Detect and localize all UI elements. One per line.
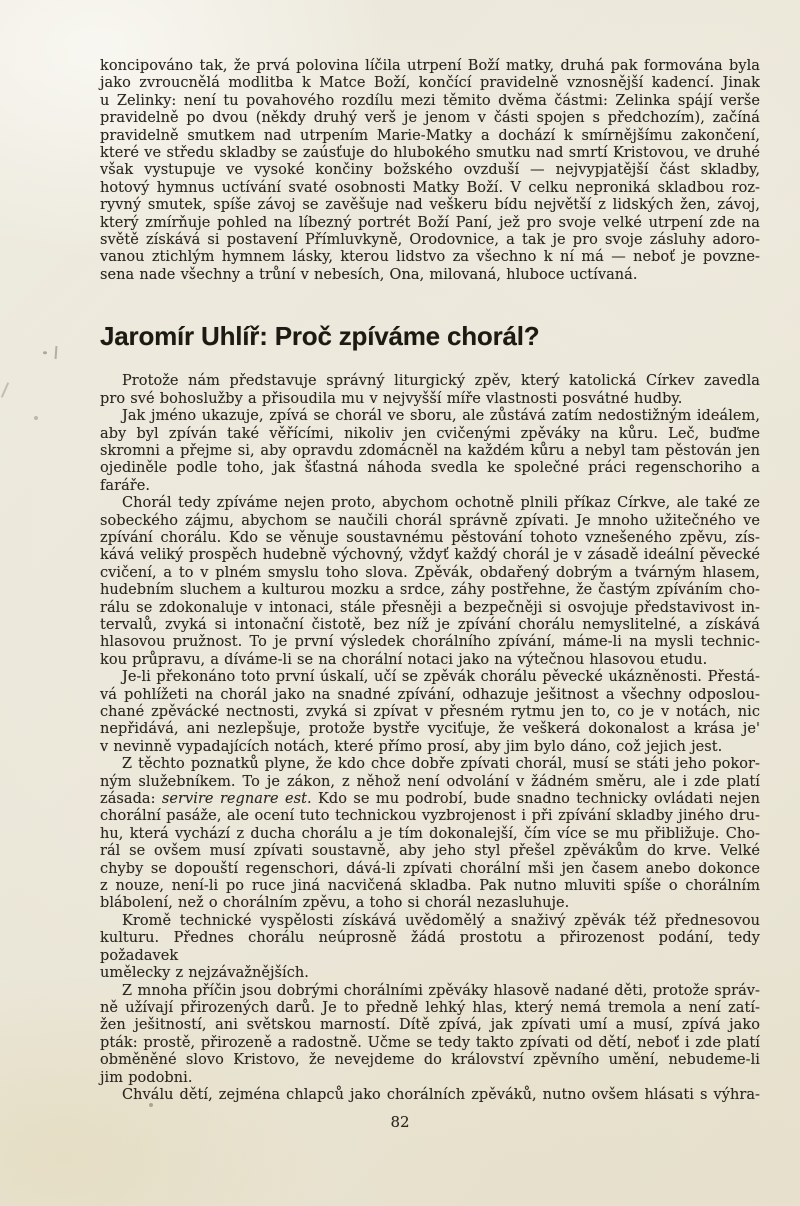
- text-line: ojediněle podle toho, jak šťastná náhoda svedla ke společné práci regenschoriho a faráře.: [100, 460, 760, 494]
- text-line: Z mnoha příčin jsou dobrými chorálními zpěváky hlasově nadané děti, protože správ-: [122, 982, 760, 999]
- text-line: nepřidává, ani nezlepšuje, protože bystře vyciťuje, že veškerá dokonalost a krása je': [100, 721, 760, 738]
- text-line: kává veliký prospěch hudebně výchovný, vždyť každý chorál je v zásadě ideální pěvecké: [100, 547, 760, 564]
- text-line: umělecky z nejzávažnějších.: [100, 965, 309, 982]
- text-line: světě získává si postavení Přímluvkyně, Orodovnice, a tak je pro svoje zásluhy adoro-: [100, 232, 760, 249]
- text-line: obměněné slovo Kristovo, že nevejdeme do království zpěvního umění, nebudeme-li: [100, 1052, 760, 1069]
- text-line: žen ješitností, ani světskou marností. Dítě zpívá, jak zpívati umí a musí, zpívá jako: [100, 1017, 760, 1034]
- text-line: Chorál tedy zpíváme nejen proto, abychom ochotně plnili příkaz Církve, ale také ze: [122, 495, 760, 512]
- text-line: sena nade všechny a trůní v nebesích, Ona, milovaná, hluboce uctívaná.: [100, 266, 638, 283]
- text-line: u Zelinky: není tu povahového rozdílu mezi těmito dvěma částmi: Zelinka spájí verše: [100, 92, 760, 109]
- text-line: Je-li překonáno toto první úskalí, učí se zpěvák chorálu pěvecké ukázněnosti. Přestá-: [122, 669, 760, 686]
- text-line: Chválu dětí, zejména chlapců jako chorálních zpěváků, nutno ovšem hlásati s výhra-: [122, 1086, 760, 1103]
- text-line: ným služebníkem. To je zákon, z něhož není odvolání v žádném směru, ale i zde platí: [100, 773, 760, 790]
- text-line: chyby se dopouští regenschori, dává-li zpívati chorální mši jen časem anebo dokonce: [100, 860, 760, 877]
- text-line: skromni a přejme si, aby opravdu zdomácněl na každém kůru a nebyl tam pěstován jen: [100, 442, 760, 459]
- text-line: hotový hymnus uctívání svaté osobnosti Matky Boží. V celku neproniká skladbou roz-: [100, 179, 760, 196]
- text-line: ryvný smutek, spíše závoj se zavěšuje nad veškeru bídu největší z lidských žen, závoj,: [100, 197, 760, 214]
- text-line: blábolení, než o chorálním zpěvu, a toho si chorál nezasluhuje.: [100, 895, 570, 912]
- text-line: který zmírňuje pohled na líbezný portrét Boží Paní, jež pro svoje velké utrpení zde na: [100, 214, 760, 231]
- text-line: pro své bohoslužby a přisoudila mu v nejvyšší míře vlastnosti posvátné hudby.: [100, 390, 683, 407]
- text-line: vanou ztichlým hymnem lásky, kterou lidstvo za všechno k ní má — neboť je povzne-: [100, 249, 760, 266]
- text-column: [100, 58, 760, 1131]
- pencil-mark: [1, 382, 9, 397]
- text-line: jim podobni.: [100, 1069, 193, 1086]
- text-line: kou průpravu, a díváme-li se na chorální notaci jako na výtečnou hlasovou etudu.: [100, 651, 708, 668]
- text-line: hlasovou pružnost. To je první výsledek chorálního zpívání, máme-li na mysli technic-: [100, 634, 760, 651]
- text-line: chané zpěvácké nectnosti, zvyká si zpívat v přesném rytmu jen to, co je v notách, nic: [100, 704, 760, 720]
- text-line: chorální pasáže, ale ocení tuto technickou vyzbrojenost i při zpívání skladby jiného dru-: [100, 808, 760, 825]
- text-line: tervalů, zvyká si intonační čistotě, bez níž je zpívání chorálu nemyslitelné, a získává: [100, 616, 760, 633]
- text-line: hu, která vychází z ducha chorálu a je tím dokonalejší, čím více se mu přibližuje. Cho-: [100, 825, 760, 842]
- text-line: Kromě technické vyspělosti získává uvědomělý a snaživý zpěvák též přednesovou: [122, 912, 760, 929]
- text-line: zásada: servire regnare est. Kdo se mu podrobí, bude snadno technicky ovládati nejen: [100, 791, 760, 808]
- text-line: zpívání chorálu. Kdo se věnuje soustavnému pěstování tohoto vznešeného zpěvu, zís-: [100, 529, 760, 546]
- text-line: koncipováno tak, že prvá polovina líčila utrpení Boží matky, druhá pak formována byla: [100, 58, 760, 74]
- text-line: cvičení, a to v plném smyslu toho slova. Zpěvák, obdařený dobrým a tvárným hlasem,: [100, 564, 760, 581]
- text-line: hudebním sluchem a kulturou mozku a srdce, záhy postřehne, že častým zpíváním cho-: [100, 582, 760, 599]
- text-line: sobeckého zájmu, abychom se naučili chorál správně zpívati. Je mnoho užitečného ve: [100, 512, 760, 529]
- text-line: ně užívají přirozených darů. Je to předně lehký hlas, který nemá tremola a není zatí-: [100, 999, 760, 1016]
- text-line: z nouze, není-li po ruce jiná nacvičená skladba. Pak nutno mluviti spíše o chorálním: [100, 878, 760, 895]
- pencil-mark: [34, 416, 38, 420]
- text-line: pravidelně po dvou (někdy druhý verš je jenom v části spojen s předchozím), začíná: [100, 110, 760, 127]
- text-line: pravidelně smutkem nad utrpením Marie-Matky a dochází k smírnějšímu zakončení,: [100, 127, 760, 144]
- intro-paragraph: [100, 58, 760, 284]
- text-line: rál se ovšem musí zpívati soustavně, aby jeho styl přešel zpěvákům do krve. Velké: [100, 843, 760, 860]
- text-line: které ve středu skladby se zaúsťuje do hlubokého smutku nad smrtí Kristovou, ve druhé: [100, 145, 760, 162]
- text-line: vá pohlížeti na chorál jako na snadné zpívání, odhazuje ješitnost a všechny odposlou-: [100, 686, 760, 703]
- text-line: aby byl zpíván také věřícími, nikoliv jen cvičenými zpěváky na kůru. Leč, buďme: [100, 425, 760, 442]
- article-body: [100, 373, 760, 1104]
- text-line: jako zvroucnělá modlitba k Matce Boží, končící pravidelně vznosnější kadencí. Jinak: [100, 75, 760, 92]
- pencil-mark: [55, 346, 58, 359]
- text-line: Jak jméno ukazuje, zpívá se chorál ve sboru, ale zůstává zatím nedostižným ideálem,: [122, 408, 760, 425]
- article-heading: Jaromír Uhlíř: Proč zpíváme chorál?: [100, 321, 540, 352]
- text-line: kulturu. Přednes chorálu neúprosně žádá prostotu a přirozenost podání, tedy požadavek: [100, 930, 760, 964]
- text-line: pták: prostě, přirozeně a radostně. Učme se tedy takto zpívati od dětí, neboť i zde platí: [100, 1034, 760, 1051]
- text-line: Protože nám představuje správný liturgický zpěv, který katolická Církev zavedla: [122, 373, 760, 390]
- text-line: v nevinně vypadajících notách, které přímo prosí, aby jim bylo dáno, což jejich jest.: [100, 738, 723, 755]
- text-line: Z těchto poznatků plyne, že kdo chce dobře zpívati chorál, musí se státi jeho pokor-: [122, 756, 760, 773]
- page-number: 82: [390, 1113, 410, 1132]
- text-line: rálu se zdokonaluje v intonaci, stále přesněji a bezpečněji si osvojuje představivost in-: [100, 599, 760, 616]
- text-line: však vystupuje ve vysoké končiny božského ovzduší — nejvypjatější část skladby,: [100, 162, 760, 179]
